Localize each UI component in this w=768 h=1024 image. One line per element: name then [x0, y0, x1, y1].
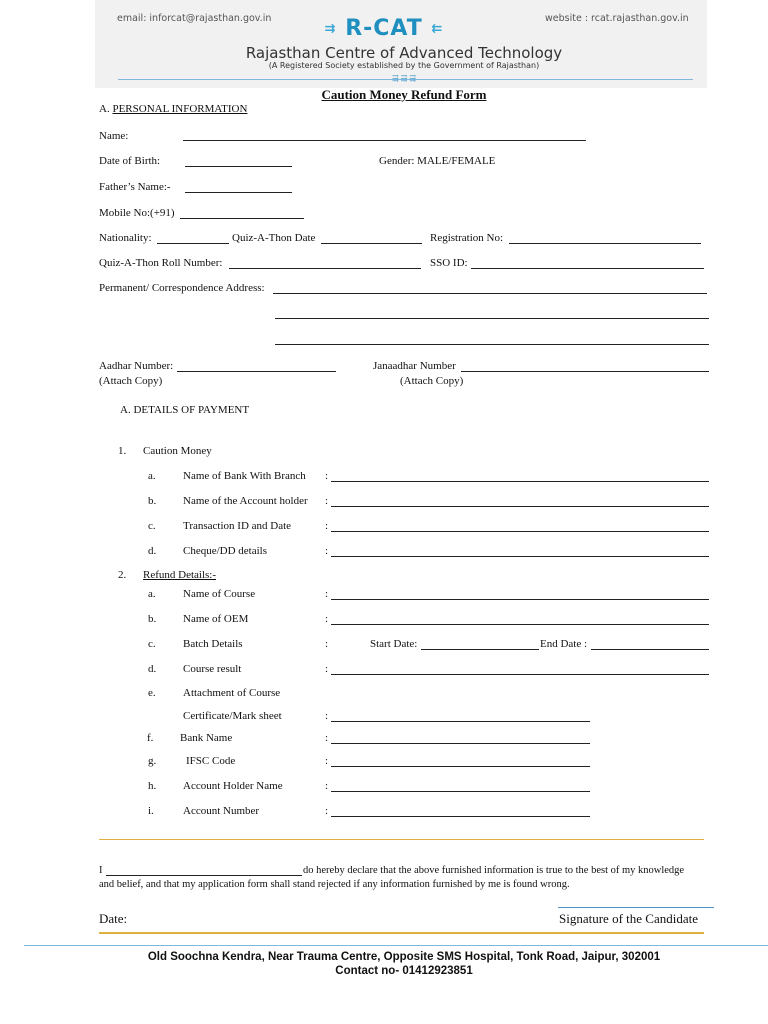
colon: :: [325, 780, 329, 792]
section-payment-heading: A. DETAILS OF PAYMENT: [120, 404, 250, 416]
nationality-field[interactable]: [157, 243, 229, 244]
signature-line[interactable]: [558, 907, 714, 908]
colon: :: [325, 755, 329, 767]
colon: :: [325, 663, 329, 675]
header-ornament-icon: ⇶ ⇶ ⇶: [391, 74, 417, 83]
item1-title: Caution Money: [143, 445, 212, 457]
row-letter: a.: [148, 588, 156, 600]
batch-details-label: Batch Details: [183, 638, 243, 650]
registration-field[interactable]: [509, 243, 701, 244]
brand-text: R-CAT: [345, 16, 423, 41]
aadhar-label: Aadhar Number:: [99, 360, 174, 372]
date-label: Date:: [99, 911, 128, 926]
row-letter: d.: [148, 545, 157, 557]
declaration-line1: do hereby declare that the above furnished information is true to the best of my knowledge: [303, 865, 685, 876]
row-letter: f.: [147, 732, 154, 744]
attachment-field[interactable]: [331, 721, 590, 722]
colon: :: [325, 588, 329, 600]
attachment-label: Attachment of Course: [183, 687, 281, 699]
cheque-dd-label: Cheque/DD details: [183, 545, 268, 557]
address-field-3[interactable]: [275, 344, 709, 345]
attachment-label-cont: Certificate/Mark sheet: [183, 710, 282, 722]
janaadhar-field[interactable]: [461, 371, 709, 372]
mobile-label: Mobile No:(+91): [99, 207, 175, 219]
footer-address: Old Soochna Kendra, Near Trauma Centre, Opposite SMS Hospital, Tonk Road, Jaipur, 302001: [147, 951, 661, 963]
footer-divider: [24, 945, 768, 946]
aadhar-field[interactable]: [177, 371, 336, 372]
header-website: website : rcat.rajasthan.gov.in: [545, 13, 689, 24]
signature-label: Signature of the Candidate: [559, 911, 698, 926]
declaration-line2: and belief, and that my application form shall stand rejected if any information furnished by me is found wrong.: [99, 879, 570, 890]
account-number-label: Account Number: [183, 805, 260, 817]
aadhar-attach-note: (Attach Copy): [99, 375, 163, 387]
end-date-field[interactable]: [591, 649, 709, 650]
address-field-1[interactable]: [273, 293, 707, 294]
colon: :: [325, 495, 329, 507]
course-result-label: Course result: [183, 663, 242, 675]
row-letter: a.: [148, 470, 156, 482]
colon: :: [325, 470, 329, 482]
cheque-dd-field[interactable]: [331, 556, 709, 557]
row-letter: h.: [148, 780, 157, 792]
sso-id-field[interactable]: [471, 268, 704, 269]
quiz-date-label: Quiz-A-Thon Date: [232, 232, 316, 244]
section-title: PERSONAL INFORMATION: [112, 103, 248, 115]
org-subtitle: (A Registered Society established by the Government of Rajasthan): [268, 61, 540, 70]
father-name-label: Father’s Name:-: [99, 181, 171, 193]
declaration-prefix: I: [99, 865, 103, 876]
bottom-divider: [99, 932, 704, 934]
section-prefix: A.: [99, 103, 110, 115]
janaadhar-attach-note: (Attach Copy): [400, 375, 464, 387]
bank-branch-field[interactable]: [331, 481, 709, 482]
ifsc-label: IFSC Code: [186, 755, 236, 767]
gender-label: Gender: MALE/FEMALE: [379, 155, 496, 167]
colon: :: [325, 613, 329, 625]
mobile-field[interactable]: [180, 218, 304, 219]
transaction-field[interactable]: [331, 531, 709, 532]
row-letter: b.: [148, 495, 157, 507]
sso-id-label: SSO ID:: [430, 257, 468, 269]
section-personal-heading: [99, 103, 247, 115]
colon: :: [325, 805, 329, 817]
address-label: Permanent/ Correspondence Address:: [99, 282, 265, 294]
course-name-field[interactable]: [331, 599, 709, 600]
oem-name-label: Name of OEM: [183, 613, 249, 625]
account-holder-label: Name of the Account holder: [183, 495, 308, 507]
colon: :: [325, 520, 329, 532]
registration-label: Registration No:: [430, 232, 504, 244]
header-email: email: inforcat@rajasthan.gov.in: [117, 13, 272, 24]
colon: :: [325, 638, 329, 650]
nationality-label: Nationality:: [99, 232, 152, 244]
dob-label: Date of Birth:: [99, 155, 161, 167]
divider-line: [99, 839, 704, 840]
item2-number: 2.: [118, 569, 127, 581]
row-letter: e.: [148, 687, 156, 699]
footer-contact: Contact no- 01412923851: [335, 965, 473, 977]
bank-name-field[interactable]: [331, 743, 590, 744]
account-holder-field[interactable]: [331, 506, 709, 507]
roll-number-field[interactable]: [229, 268, 421, 269]
bank-branch-label: Name of Bank With Branch: [183, 470, 306, 482]
form-title: Caution Money Refund Form: [321, 87, 487, 102]
start-date-field[interactable]: [421, 649, 539, 650]
start-date-label: Start Date:: [370, 638, 418, 650]
row-letter: i.: [148, 805, 154, 817]
item2-title: Refund Details:-: [143, 569, 217, 581]
course-name-label: Name of Course: [183, 588, 256, 600]
colon: :: [325, 732, 329, 744]
circuit-right-icon: ⇇: [431, 21, 444, 37]
row-letter: c.: [148, 520, 156, 532]
account-holder-name-label: Account Holder Name: [183, 780, 283, 792]
row-letter: b.: [148, 613, 157, 625]
row-letter: g.: [148, 755, 157, 767]
row-letter: c.: [148, 638, 156, 650]
declarant-name-field[interactable]: [106, 875, 302, 876]
bank-name-label: Bank Name: [180, 732, 233, 744]
janaadhar-label: Janaadhar Number: [373, 360, 456, 372]
account-number-field[interactable]: [331, 816, 590, 817]
end-date-label: End Date :: [540, 638, 588, 650]
colon: :: [325, 710, 329, 722]
roll-number-label: Quiz-A-Thon Roll Number:: [99, 257, 223, 269]
quiz-date-field[interactable]: [321, 243, 422, 244]
item1-number: 1.: [118, 445, 127, 457]
address-field-2[interactable]: [275, 318, 709, 319]
dob-field[interactable]: [185, 166, 292, 167]
colon: :: [325, 545, 329, 557]
course-result-field[interactable]: [331, 674, 709, 675]
oem-name-field[interactable]: [331, 624, 709, 625]
account-holder-name-field[interactable]: [331, 791, 590, 792]
name-field[interactable]: [183, 140, 586, 141]
name-label: Name:: [99, 130, 129, 142]
circuit-left-icon: ⇉: [324, 21, 337, 37]
row-letter: d.: [148, 663, 157, 675]
ifsc-field[interactable]: [331, 766, 590, 767]
father-name-field[interactable]: [185, 192, 292, 193]
transaction-label: Transaction ID and Date: [183, 520, 292, 532]
org-name: Rajasthan Centre of Advanced Technology: [245, 44, 563, 62]
rcat-logo: [0, 16, 768, 41]
